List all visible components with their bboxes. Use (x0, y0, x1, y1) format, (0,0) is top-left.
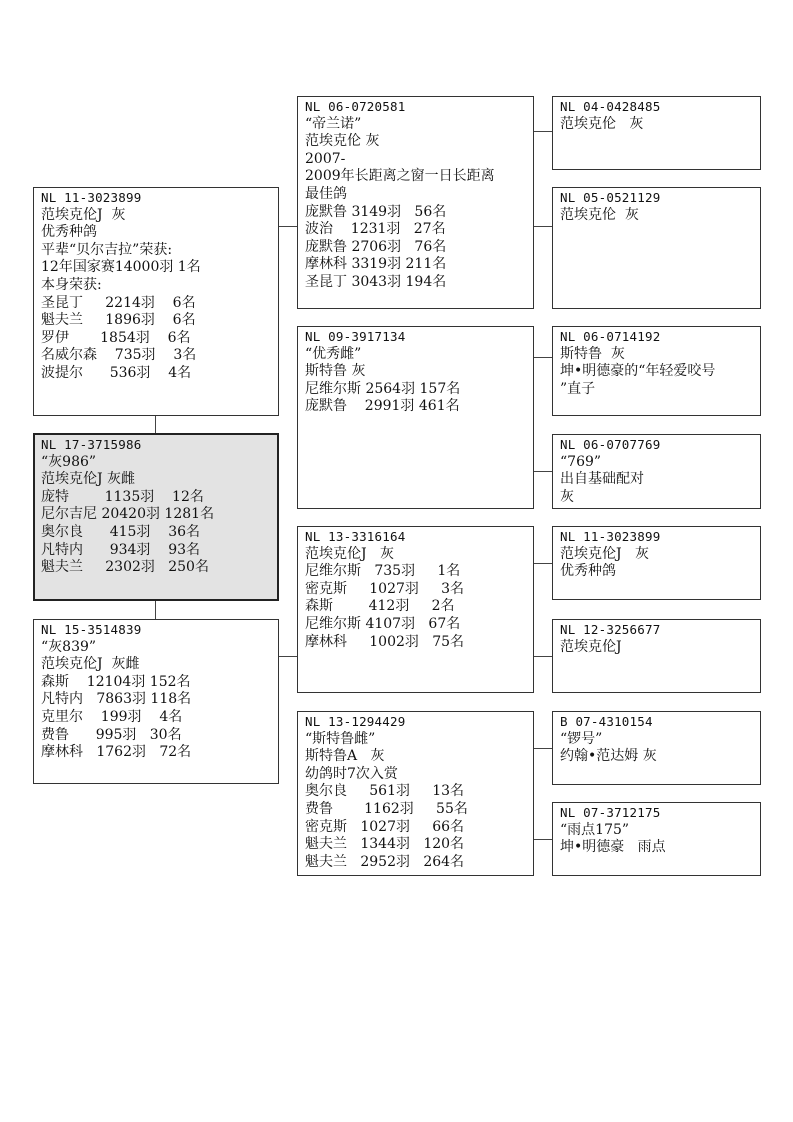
card-details (305, 546, 533, 652)
detail-line: 平辈“贝尔吉拉”荣获: (41, 241, 173, 258)
subject-card (33, 433, 279, 601)
great-grandparent-card-3 (552, 326, 761, 416)
detail-line: 斯特鲁 灰 (560, 345, 625, 362)
ring-number: NL 11-3023899 (41, 190, 142, 205)
detail-line: 庞特 1135羽 12名 (41, 488, 204, 505)
detail-line: 奥尔良 415羽 36名 (41, 523, 201, 540)
connector-dam-to-parents (279, 656, 297, 657)
connector-gen3-7 (534, 748, 552, 749)
detail-line: 范埃克伦J 灰 (305, 545, 394, 562)
detail-line: 奥尔良 561羽 13名 (305, 783, 465, 800)
detail-line: 2009年长距离之窗一日长距离 (305, 168, 495, 185)
detail-line: 坤•明德豪 雨点 (560, 839, 666, 856)
detail-line: 摩林科 1762羽 72名 (41, 744, 192, 761)
card-details (560, 454, 760, 507)
ring-number: NL 13-1294429 (305, 714, 406, 729)
ring-number: B 07-4310154 (560, 714, 653, 729)
detail-line: 魁夫兰 1896羽 6名 (41, 312, 196, 329)
detail-line: 费鲁 1162羽 55名 (305, 800, 468, 817)
detail-line: 摩林科 3319羽 211名 (305, 256, 447, 273)
detail-line: 凡特内 934羽 93名 (41, 541, 201, 558)
detail-line: 克里尔 199羽 4名 (41, 708, 183, 725)
dam-sire-card (297, 526, 534, 693)
connector-gen3-6 (534, 656, 552, 657)
detail-line: 森斯 12104羽 152名 (41, 673, 191, 690)
card-details (41, 207, 278, 383)
ring-number: NL 05-0521129 (560, 190, 661, 205)
detail-line: 尼维尔斯 4107羽 67名 (305, 615, 461, 632)
dam-dam-card (297, 711, 534, 876)
detail-line: 圣昆丁 2214羽 6名 (41, 294, 196, 311)
detail-line: ”直子 (560, 380, 596, 397)
connector-gen3-4 (534, 471, 552, 472)
detail-line: 范埃克伦 灰 (305, 133, 380, 150)
detail-line: 密克斯 1027羽 3名 (305, 580, 465, 597)
detail-line: 尼维尔斯 2564羽 157名 (305, 380, 461, 397)
great-grandparent-card-2 (552, 187, 761, 309)
card-details (305, 731, 533, 872)
detail-line: 幼鸽时7次入赏 (305, 765, 398, 782)
detail-line: 罗伊 1854羽 6名 (41, 329, 191, 346)
card-details (560, 731, 760, 766)
connector-gen3-2 (534, 226, 552, 227)
detail-line: 费鲁 995羽 30名 (41, 726, 182, 743)
connector-sire-subject (155, 416, 156, 433)
ring-number: NL 17-3715986 (41, 437, 142, 452)
detail-line: 范埃克伦 灰 (560, 115, 644, 132)
detail-line: “雨点175” (560, 821, 630, 838)
great-grandparent-card-7 (552, 711, 761, 785)
detail-line: 波治 1231羽 27名 (305, 221, 446, 238)
card-details (560, 116, 760, 134)
detail-line: 斯特鲁 灰 (305, 363, 366, 380)
card-details (305, 346, 533, 416)
connector-gen3-8 (534, 839, 552, 840)
detail-line: 优秀种鸽 (560, 563, 616, 580)
detail-line: 12年国家赛14000羽 1名 (41, 259, 201, 276)
ring-number: NL 06-0720581 (305, 99, 406, 114)
detail-line: 魁夫兰 2952羽 264名 (305, 853, 465, 870)
connector-sire-to-parents (279, 226, 297, 227)
detail-line: 2007- (305, 150, 346, 167)
ring-number: NL 15-3514839 (41, 622, 142, 637)
detail-line: 凡特内 7863羽 118名 (41, 691, 192, 708)
great-grandparent-card-5 (552, 526, 761, 600)
detail-line: 范埃克伦J 灰雌 (41, 656, 140, 673)
sire-card (33, 187, 279, 416)
card-details (560, 207, 760, 225)
great-grandparent-card-6 (552, 619, 761, 693)
great-grandparent-card-1 (552, 96, 761, 170)
ring-number: NL 07-3712175 (560, 805, 661, 820)
detail-line: 名威尔森 735羽 3名 (41, 347, 197, 364)
detail-line: 出自基础配对 (560, 471, 644, 488)
card-details (560, 346, 760, 399)
ring-number: NL 09-3917134 (305, 329, 406, 344)
ring-number: NL 06-0714192 (560, 329, 661, 344)
detail-line: 魁夫兰 1344羽 120名 (305, 836, 465, 853)
card-details (41, 639, 278, 762)
detail-line: “769” (560, 453, 602, 470)
detail-line: 魁夫兰 2302羽 250名 (41, 559, 209, 576)
ring-number: NL 13-3316164 (305, 529, 406, 544)
detail-line: 尼尔吉尼 20420羽 1281名 (41, 506, 215, 523)
detail-line: “斯特鲁雌” (305, 730, 376, 747)
detail-line: 斯特鲁A 灰 (305, 748, 385, 765)
detail-line: 范埃克伦J 灰雌 (41, 471, 136, 488)
detail-line: 本身荣获: (41, 276, 102, 293)
detail-line: 庞默鲁 2706羽 76名 (305, 238, 447, 255)
detail-line: “灰839” (41, 638, 97, 655)
ring-number: NL 11-3023899 (560, 529, 661, 544)
detail-line: 坤•明德豪的“年轻爱咬号 (560, 363, 716, 380)
detail-line: 庞默鲁 3149羽 56名 (305, 203, 447, 220)
connector-gen3-1 (534, 131, 552, 132)
sire-sire-card (297, 96, 534, 309)
detail-line: “帝兰诺” (305, 115, 362, 132)
ring-number: NL 06-0707769 (560, 437, 661, 452)
sire-dam-card (297, 326, 534, 509)
detail-line: 范埃克伦 灰 (560, 206, 639, 223)
card-details (560, 822, 760, 857)
detail-line: 波提尔 536羽 4名 (41, 364, 192, 381)
detail-line: 最佳鸽 (305, 185, 347, 202)
detail-line: 范埃克伦J (560, 638, 622, 655)
detail-line: 圣昆丁 3043羽 194名 (305, 273, 447, 290)
detail-line: 范埃克伦J 灰 (560, 545, 649, 562)
detail-line: “锣号” (560, 730, 603, 747)
great-grandparent-card-8 (552, 802, 761, 876)
card-details (560, 546, 760, 581)
connector-gen3-3 (534, 357, 552, 358)
connector-gen3-5 (534, 563, 552, 564)
detail-line: 森斯 412羽 2名 (305, 598, 455, 615)
great-grandparent-card-4 (552, 434, 761, 509)
detail-line: “灰986” (41, 453, 97, 470)
card-details (305, 116, 533, 292)
detail-line: 庞默鲁 2991羽 461名 (305, 398, 460, 415)
detail-line: 优秀种鸽 (41, 224, 97, 241)
detail-line: 密克斯 1027羽 66名 (305, 818, 465, 835)
card-details (41, 454, 277, 577)
detail-line: 摩林科 1002羽 75名 (305, 633, 465, 650)
detail-line: 约翰•范达姆 灰 (560, 748, 657, 765)
detail-line: “优秀雌” (305, 345, 362, 362)
connector-subject-dam (155, 601, 156, 619)
dam-card (33, 619, 279, 784)
ring-number: NL 04-0428485 (560, 99, 661, 114)
detail-line: 尼维尔斯 735羽 1名 (305, 563, 461, 580)
ring-number: NL 12-3256677 (560, 622, 661, 637)
detail-line: 灰 (560, 488, 574, 505)
detail-line: 范埃克伦J 灰 (41, 206, 126, 223)
card-details (560, 639, 760, 657)
